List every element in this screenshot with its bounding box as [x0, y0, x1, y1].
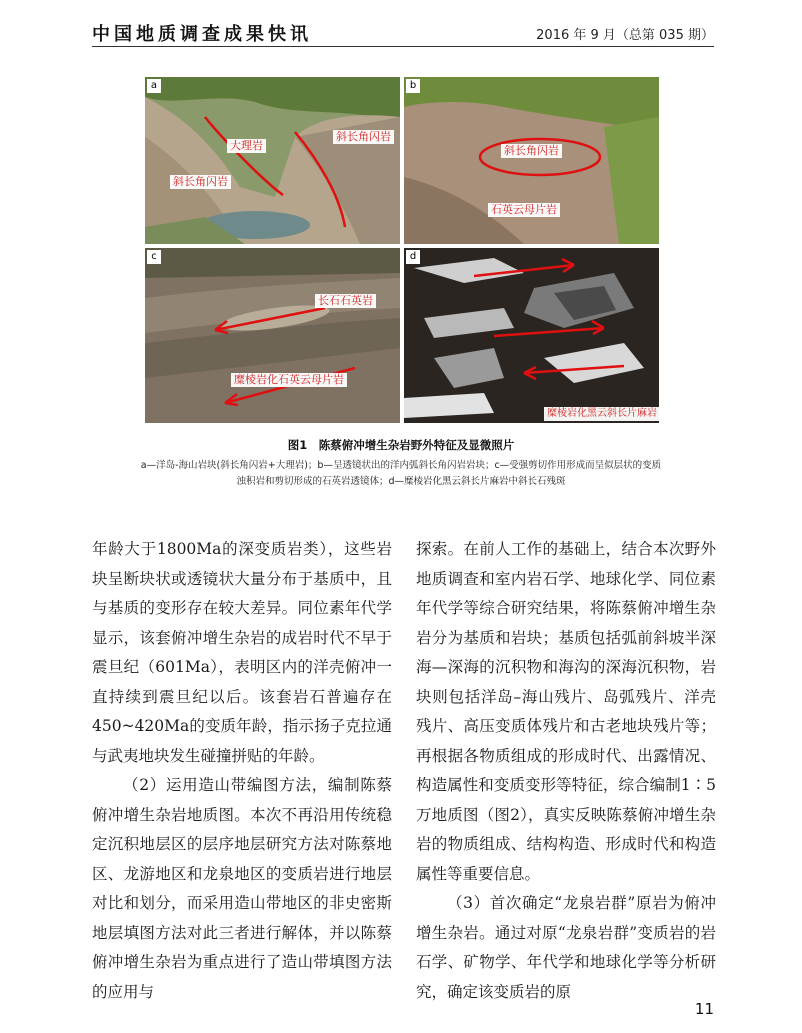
- label-amphibolite-left: 斜长角闪岩: [170, 175, 231, 189]
- photo-panel-c: [145, 248, 400, 423]
- label-quartz-mica-schist: 石英云母片岩: [488, 203, 560, 217]
- paragraph: （2）运用造山带编图方法，编制陈蔡俯冲增生杂岩地质图。本次不再沿用传统稳定沉积地层区的层序地层研究方法对陈蔡地区、龙游地区和龙泉地区的变质岩进行地层对比和划分，而采用造山带地区的非史密斯地层填图方法对此三者进行解体，并以陈蔡俯冲增生杂岩为重点进行了造山带填图方法的应用与: [92, 776, 392, 1001]
- photo-panel-a: [145, 77, 400, 244]
- page-header: [92, 20, 714, 46]
- outcrop-photo-a: [145, 77, 400, 244]
- right-column: [416, 535, 716, 1007]
- label-amphibolite-right: 斜长角闪岩: [333, 130, 394, 144]
- figure-1: [145, 77, 659, 423]
- panel-letter-d: d: [406, 250, 420, 264]
- header-rule: [92, 46, 714, 47]
- label-mylonitized-schist: 糜棱岩化石英云母片岩: [231, 373, 347, 387]
- panel-letter-a: a: [147, 79, 161, 93]
- issue-info: 2016 年 9 月（总第 035 期）: [536, 28, 714, 43]
- figure-note-line1: a—洋岛-海山岩块(斜长角闪岩+大理岩)；b—呈透镜状出的洋内弧斜长角闪岩岩块；c—受强剪切作用形成而呈似层状的变质: [140, 460, 662, 471]
- left-column: [92, 535, 392, 1007]
- figure-caption: 图1 陈蔡俯冲增生杂岩野外特征及显微照片: [287, 438, 515, 452]
- micrograph-photo-d: [404, 248, 659, 423]
- label-feldspar-quartzite: 长石石英岩: [315, 294, 376, 308]
- label-amphibolite-b: 斜长角闪岩: [501, 144, 562, 158]
- page-number: 11: [694, 1000, 714, 1018]
- figure-note-line2: 浊积岩和剪切形成的石英岩透镜体；d—糜棱岩化黑云斜长片麻岩中斜长石残斑: [236, 476, 566, 487]
- label-marble: 大理岩: [227, 139, 266, 153]
- outcrop-photo-b: [404, 77, 659, 244]
- journal-title: 中国地质调查成果快讯: [92, 24, 312, 45]
- paragraph: 探索。在前人工作的基础上，结合本次野外地质调查和室内岩石学、地球化学、同位素年代学等综合研究结果，将陈蔡俯冲增生杂岩分为基质和岩块；基质包括弧前斜坡半深海—深海的沉积物和海沟的深海沉积物，岩块则包括洋岛–海山残片、岛弧残片、洋壳残片、高压变质体残片和古老地块残片等；再根据各物质组成的形成时代、出露情况、构造属性和变质变形等特征，综合编制1∶5万地质图（图2），真实反映陈蔡俯冲增生杂岩的物质组成、结构构造、形成时代和构造属性等重要信息。: [416, 540, 716, 883]
- photo-panel-b: [404, 77, 659, 244]
- panel-letter-c: c: [147, 250, 161, 264]
- panel-letter-b: b: [406, 79, 420, 93]
- label-mylonitized-gneiss: 糜棱岩化黑云斜长片麻岩: [544, 407, 659, 421]
- outcrop-photo-c: [145, 248, 400, 423]
- photo-panel-d: [404, 248, 659, 423]
- paragraph: 年龄大于1800Ma的深变质岩类），这些岩块呈断块状或透镜状大量分布于基质中，且与基质的变形存在较大差异。同位素年代学显示，该套俯冲增生杂岩的成岩时代不早于震旦纪（601Ma），表明区内的洋壳俯冲一直持续到震旦纪以后。该套岩石普遍存在450~420Ma的变质年龄，指示扬子克拉通与武夷地块发生碰撞拼贴的年龄。: [92, 540, 392, 765]
- paragraph: （3）首次确定“龙泉岩群”原岩为俯冲增生杂岩。通过对原“龙泉岩群”变质岩的岩石学、矿物学、年代学和地球化学等分析研究，确定该变质岩的原: [416, 894, 716, 1001]
